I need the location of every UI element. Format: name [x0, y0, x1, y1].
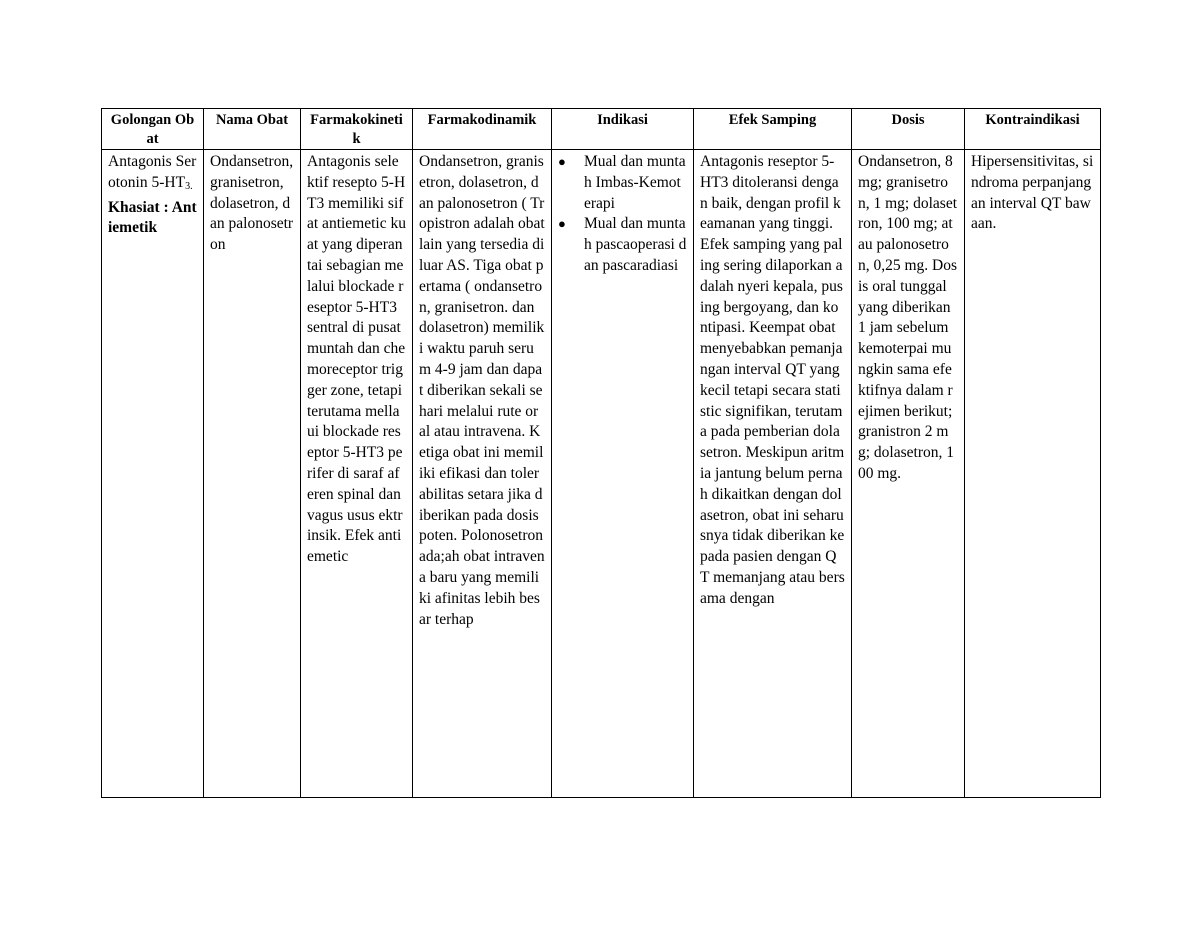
- header-golongan-obat: Golongan Obat: [102, 109, 204, 150]
- cell-indikasi: [552, 150, 694, 798]
- indikasi-item-text: Mual dan muntah pascaoperasi dan pascaradiasi: [584, 215, 687, 274]
- header-farmakodinamik: Farmakodinamik: [413, 109, 552, 150]
- indikasi-list: [558, 152, 687, 277]
- table-row: [102, 150, 1101, 798]
- cell-farmakokinetik: Antagonis selektif resepto 5-HT3 memiliki sifat antiemetic kuat yang diperantai sebagian melalui blockade reseptor 5-HT3 sentral di pusat muntah dan chemoreceptor trigger zone, tetapi terutama mellaui blockade reseptor 5-HT3 perifer di saraf aferen spinal dan vagus usus ektrinsik. Efek antiemetic: [301, 150, 413, 798]
- cell-farmakodinamik: Ondansetron, granisetron, dolasetron, dan palonosetron ( Tropistron adalah obat lain yang tersedia di luar AS. Tiga obat pertama ( ondansetron, granisetron. dan dolasetron) memiliki waktu paruh serum 4-9 jam dan dapat diberikan sekali sehari melalui rute oral atau intravena. Ketiga obat ini memiliki efikasi dan tolerabilitas setara jika diberikan pada dosis poten. Polonosetron ada;ah obat intravena baru yang memiliki afinitas lebih besar terhap: [413, 150, 552, 798]
- khasiat-label: Khasiat : Antiemetik: [108, 198, 197, 237]
- header-kontraindikasi: Kontraindikasi: [965, 109, 1101, 150]
- indikasi-item-text: Mual dan muntah Imbas-Kemoterapi: [584, 153, 686, 212]
- list-item: [558, 214, 687, 276]
- header-nama-obat: Nama Obat: [204, 109, 301, 150]
- table-header-row: [102, 109, 1101, 150]
- header-efek-samping: Efek Samping: [694, 109, 852, 150]
- cell-golongan-obat: [102, 150, 204, 798]
- bullet-icon: ●: [558, 216, 566, 232]
- bullet-icon: ●: [558, 154, 566, 169]
- cell-nama-obat: Ondansetron, granisetron, dolasetron, dan palonosetron: [204, 150, 301, 798]
- golongan-name: Antagonis Serotonin 5-HT: [108, 153, 197, 191]
- header-dosis: Dosis: [852, 109, 965, 150]
- cell-efek-samping: Antagonis reseptor 5-HT3 ditoleransi dengan baik, dengan profil keamanan yang tinggi. Efek samping yang paling sering dilaporkan adalah nyeri kepala, pusing bergoyang, dan kontipasi. Keempat obat menyebabkan pemanjangan interval QT yang kecil tetapi secara statistic signifikan, terutama pada pemberian dolasetron. Meskipun aritmia jantung belum pernah dikaitkan dengan dolasetron, obat ini seharusnya tidak diberikan kepada pasien dengan QT memanjang atau bersama dengan: [694, 150, 852, 798]
- golongan-subscript: 3.: [185, 180, 193, 192]
- header-farmakokinetik: Farmakokinetik: [301, 109, 413, 150]
- list-item: [558, 152, 687, 214]
- drug-table: [101, 108, 1101, 798]
- cell-kontraindikasi: Hipersensitivitas, sindroma perpanjangan interval QT bawaan.: [965, 150, 1101, 798]
- header-indikasi: Indikasi: [552, 109, 694, 150]
- cell-dosis: Ondansetron, 8 mg; granisetron, 1 mg; dolasetron, 100 mg; atau palonosetron, 0,25 mg. Dosis oral tunggal yang diberikan 1 jam sebelum kemoterpai mungkin sama efektifnya dalam rejimen berikut; granistron 2 mg; dolasetron, 100 mg.: [852, 150, 965, 798]
